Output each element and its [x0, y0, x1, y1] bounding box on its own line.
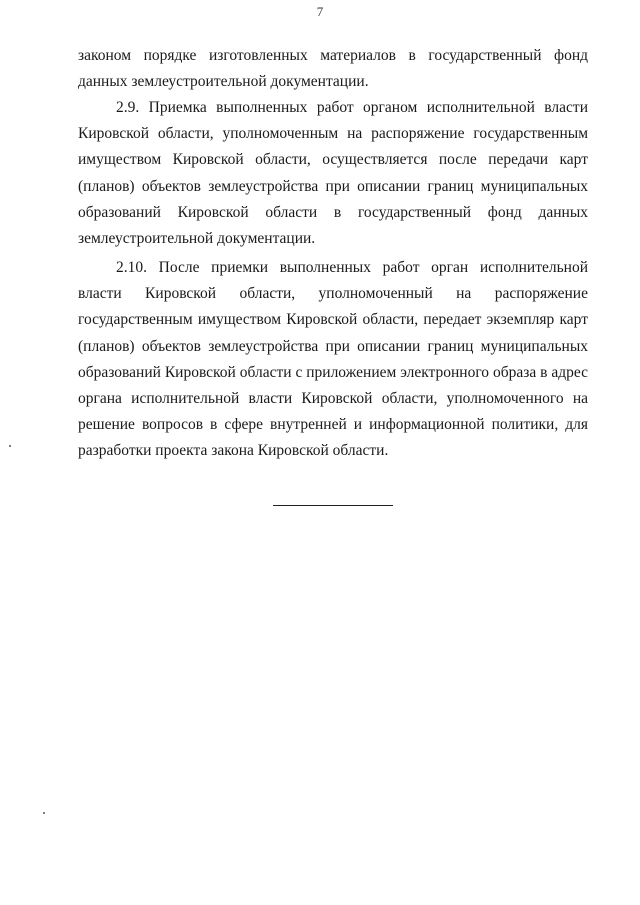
scan-speck — [43, 812, 45, 814]
scan-speck — [9, 445, 11, 447]
paragraph-2-9: 2.9. Приемка выполненных работ органом исполнительной власти Кировской области, уполномоченным на распоряжение государственным имуществом Кировской области, осуществляется после передачи карт (планов) объектов землеустройства при описании границ муниципальных образований Кировской области в государственный фонд данных землеустроительной документации. — [78, 99, 588, 248]
paragraph-continuation: законом порядке изготовленных материалов в государственный фонд данных землеустроительной документации. — [78, 47, 588, 91]
paragraph-2-10: 2.10. После приемки выполненных работ орган исполнительной власти Кировской области, уполномоченный на распоряжение государственным имуществом Кировской области, передает экземпляр карт (планов) объектов землеустройства при описании границ муниципальных образований Кировской области с приложением электронного образа в адрес органа исполнительной власти Кировской области, уполномоченного на решение вопросов в сфере внутренней и информационной политики, для разработки проекта закона Кировской области. — [78, 259, 588, 460]
end-of-document-rule — [273, 505, 393, 506]
page-number: 7 — [316, 4, 324, 19]
